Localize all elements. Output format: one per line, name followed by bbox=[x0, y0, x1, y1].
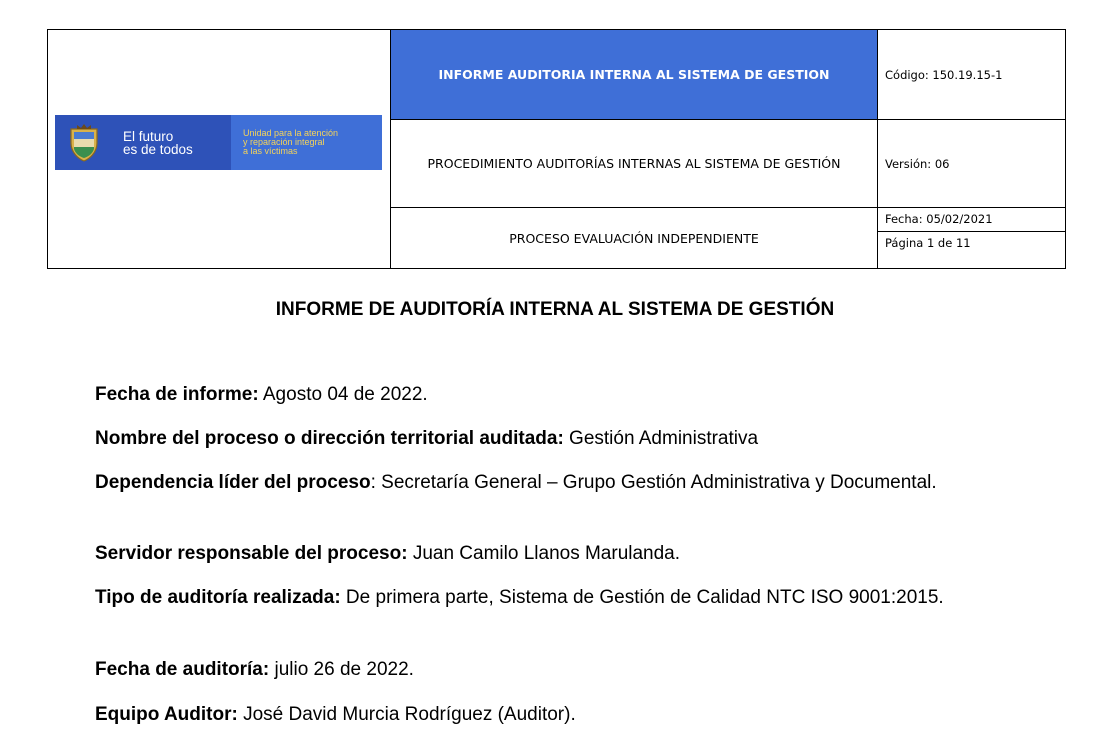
document-code: Código: 150.19.15-1 bbox=[878, 30, 1066, 120]
logo-motto-line2: es de todos bbox=[123, 141, 193, 157]
document-header-table bbox=[47, 29, 1066, 269]
logo-motto-panel bbox=[55, 115, 231, 170]
logo-motto bbox=[123, 130, 193, 156]
field-value: Agosto 04 de 2022. bbox=[258, 384, 428, 405]
logo-unit-line3: a las víctimas bbox=[243, 146, 298, 156]
field-value: De primera parte, Sistema de Gestión de Calidad NTC ISO 9001:2015. bbox=[340, 587, 944, 608]
field-value: José David Murcia Rodríguez (Auditor). bbox=[237, 704, 576, 725]
logo-motto-line1: El futuro bbox=[123, 128, 174, 144]
field-value: Gestión Administrativa bbox=[563, 428, 759, 449]
field-lead-department bbox=[95, 472, 1017, 493]
logo-unit-panel bbox=[231, 115, 382, 170]
field-report-date bbox=[95, 384, 1017, 405]
field-audit-team bbox=[95, 704, 1017, 725]
page-number: Página 1 de 11 bbox=[885, 236, 971, 250]
logo-unit-line1: Unidad para la atención bbox=[243, 128, 339, 138]
logo-unit-line2: y reparación integral bbox=[243, 137, 325, 147]
report-type-title: INFORME AUDITORIA INTERNA AL SISTEMA DE GESTION bbox=[391, 30, 878, 120]
document-version: Versión: 06 bbox=[878, 120, 1066, 208]
field-value: julio 26 de 2022. bbox=[269, 659, 414, 680]
field-label: Servidor responsable del proceso: bbox=[95, 543, 408, 564]
coat-of-arms-icon bbox=[67, 123, 101, 163]
field-process-name bbox=[95, 428, 1017, 449]
field-label: Tipo de auditoría realizada: bbox=[95, 587, 341, 608]
field-label: Fecha de auditoría: bbox=[95, 659, 270, 680]
field-label: Dependencia líder del proceso bbox=[95, 472, 371, 493]
date-page-cell bbox=[878, 208, 1066, 269]
field-label: Equipo Auditor: bbox=[95, 704, 238, 725]
field-label: Nombre del proceso o dirección territorial auditada: bbox=[95, 428, 564, 449]
field-responsible-officer bbox=[95, 543, 1017, 564]
document-date: Fecha: 05/02/2021 bbox=[878, 208, 1065, 232]
field-audit-type bbox=[95, 587, 1017, 608]
field-value: Juan Camilo Llanos Marulanda. bbox=[407, 543, 681, 564]
logo-cell bbox=[48, 30, 391, 269]
procedure-title: PROCEDIMIENTO AUDITORÍAS INTERNAS AL SISTEMA DE GESTIÓN bbox=[391, 120, 878, 208]
process-title: PROCESO EVALUACIÓN INDEPENDIENTE bbox=[391, 208, 878, 269]
page-title: INFORME DE AUDITORÍA INTERNA AL SISTEMA DE GESTIÓN bbox=[275, 299, 835, 320]
institution-logo bbox=[55, 115, 382, 170]
logo-unit-name bbox=[243, 129, 378, 156]
field-label: Fecha de informe: bbox=[95, 384, 259, 405]
field-value: : Secretaría General – Grupo Gestión Administrativa y Documental. bbox=[370, 472, 937, 493]
field-audit-date bbox=[95, 659, 1017, 680]
